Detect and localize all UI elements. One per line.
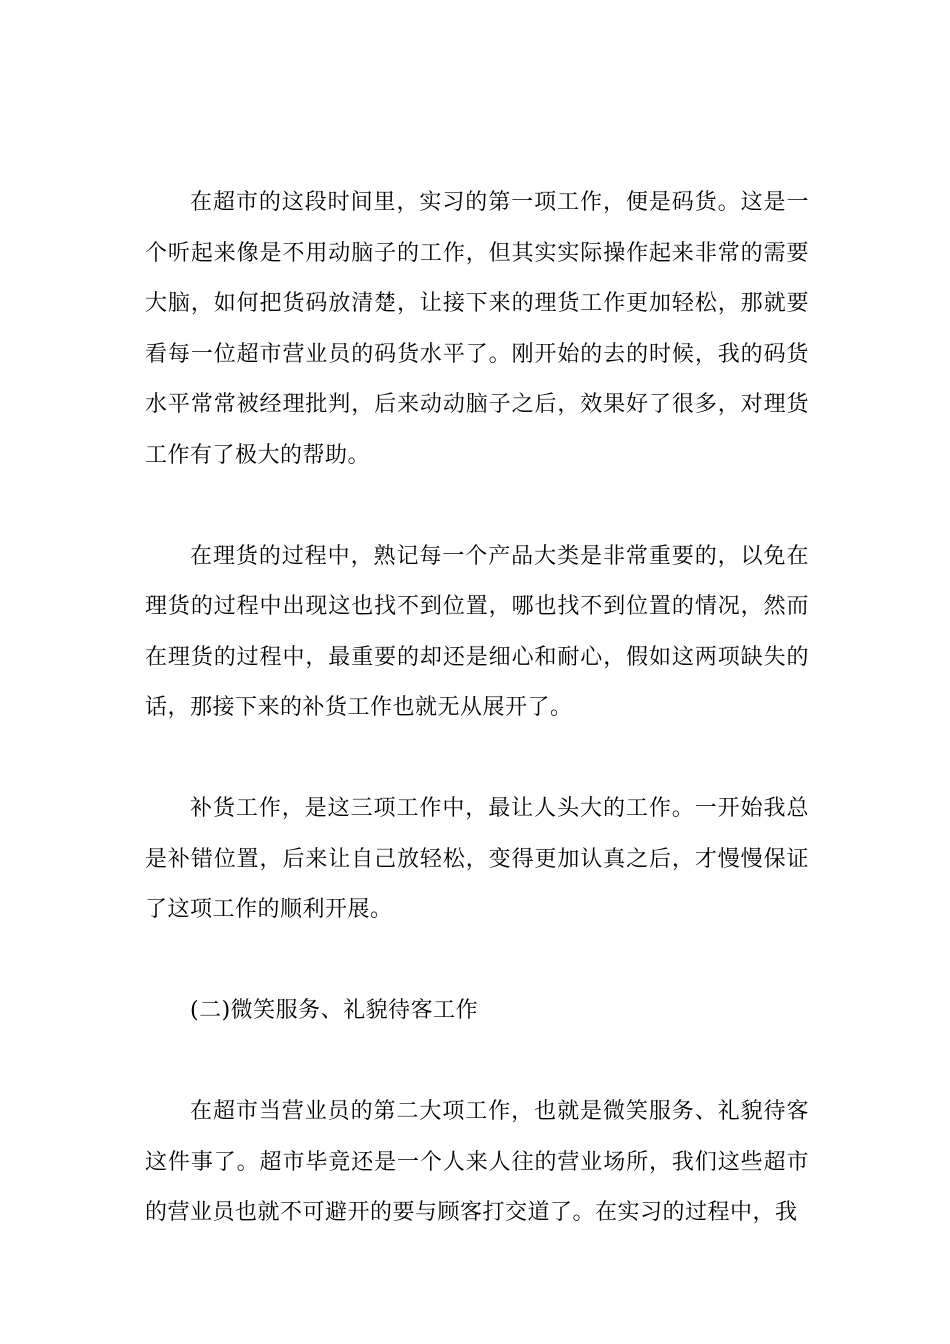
section-heading: (二)微笑服务、礼貌待客工作 — [190, 998, 479, 1023]
paragraph-arranging: 在理货的过程中，熟记每一个产品大类是非常重要的，以免在理货的过程中出现这也找不到位置，哪也找不到位置的情况，然而在理货的过程中，最重要的却还是细心和耐心，假如这两项缺失的话，那接下来的补货工作也就无从展开了。 — [145, 543, 809, 720]
paragraph-service: 在超市当营业员的第二大项工作，也就是微笑服务、礼貌待客这件事了。超市毕竟还是一个人来人往的营业场所，我们这些超市的营业员也就不可避开的要与顾客打交道了。在实习的过程中，我 — [145, 1099, 809, 1225]
document-body — [145, 178, 809, 1289]
paragraph-stocking: 在超市的这段时间里，实习的第一项工作，便是码货。这是一个听起来像是不用动脑子的工作，但其实实际操作起来非常的需要大脑，如何把货码放清楚，让接下来的理货工作更加轻松，那就要看每一位超市营业员的码货水平了。刚开始的去的时候，我的码货水平常常被经理批判，后来动动脑子之后，效果好了很多，对理货工作有了极大的帮助。 — [145, 190, 809, 468]
paragraph-restocking: 补货工作，是这三项工作中，最让人头大的工作。一开始我总是补错位置，后来让自己放轻松，变得更加认真之后，才慢慢保证了这项工作的顺利开展。 — [145, 796, 809, 922]
